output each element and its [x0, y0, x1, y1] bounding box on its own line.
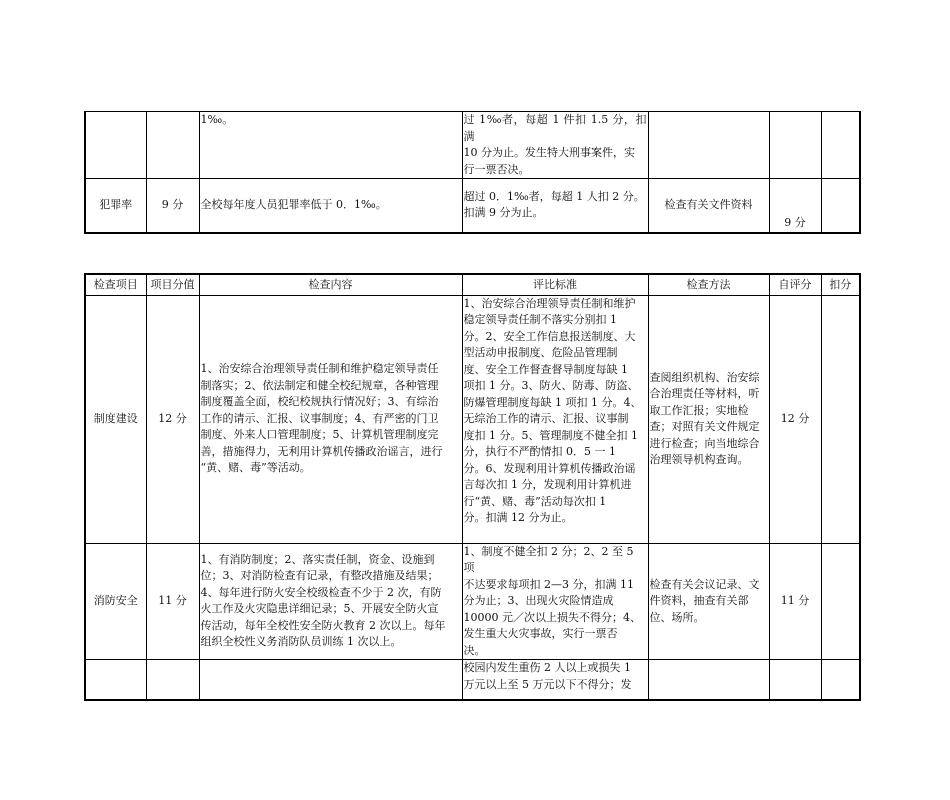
inspection-scoring-table [84, 273, 861, 701]
cell-content: 1‰。 [199, 112, 462, 179]
cell-deduct [821, 543, 860, 660]
header-self-score: 自评分 [769, 274, 821, 295]
cell-self-score: 11 分 [769, 543, 821, 660]
table-row [85, 179, 860, 233]
cell-method [648, 660, 769, 700]
cell-content: 1、有消防制度；2、落实责任制，资金、设施到 位；3、对消防检查有记录，有整改措施及结果； 4、每年进行防火安全校级检查不少于 2 次，有防 火工作及火灾隐患详细记录；5、开展安全防火宣 传活动，每年全校性安全防火教育 2 次以上。每年 组织全校性义务消防队员训练 1 次以上。 [199, 543, 462, 660]
header-item: 检查项目 [85, 274, 146, 295]
cell-item: 犯罪率 [85, 179, 146, 233]
cell-standard: 1、治安综合治理领导责任制和维护 稳定领导责任制不落实分别扣 1 分。2、安全工作信息报送制度、大 型活动申报制度、危险品管理制 度、安全工作督查督导制度每缺 1 项扣 1 分。3、防火、防毒、防盗、 防爆管理制度每缺 1 项扣 1 分。4、 无综治工作的请示、汇报、议事制 度扣 1 分。5、管理制度不健全扣 1 分，执行不严酌情扣 0．5 一 1 分。6、发现利用计算机传播政治谣 言每次扣 1 分，发现利用计算机进 行“黄、赌、毒”活动每次扣 1 分。扣满 12 分为止。 [462, 295, 648, 543]
cell-self-score: 9 分 [769, 179, 821, 233]
cell-self-score [769, 112, 821, 179]
cell-item [85, 112, 146, 179]
cell-standard: 过 1‰者，每超 1 件扣 1.5 分，扣满 10 分为止。发生特大刑事案件，实 行一票否决。 [462, 112, 648, 179]
cell-content: 1、治安综合治理领导责任制和维护稳定领导责任 制落实；2、依法制定和健全校纪规章，各种管理 制度覆盖全面，校纪校规执行情况好；3、有综治 工作的请示、汇报、议事制度；4、有严密的门卫 制度、外来人口管理制度；5、计算机管理制度完 善，措施得力，无利用计算机传播政治谣言，进行 “黄、赌、毒”等活动。 [199, 295, 462, 543]
cell-self-score: 12 分 [769, 295, 821, 543]
cell-item: 消防安全 [85, 543, 146, 660]
cell-standard: 超过 0．1‰者，每超 1 人扣 2 分。 扣满 9 分为止。 [462, 179, 648, 233]
cell-method: 检查有关会议记录、文 件资料，抽查有关部 位、场所。 [648, 543, 769, 660]
header-method: 检查方法 [648, 274, 769, 295]
cell-method: 检查有关文件资料 [648, 179, 769, 233]
cell-deduct [821, 660, 860, 700]
cell-content [199, 660, 462, 700]
cell-standard: 校园内发生重伤 2 人以上或损失 1 万元以上至 5 万元以下不得分；发 [462, 660, 648, 700]
table-row [85, 660, 860, 700]
cell-score: 12 分 [146, 295, 199, 543]
cell-standard: 1、制度不健全扣 2 分；2、2 至 5 项 不达要求每项扣 2—3 分，扣满 11 分为止；3、出现火灾险情造成 10000 元／次以上损失不得分；4、 发生重大火灾事故，实行一票否 决。 [462, 543, 648, 660]
cell-item: 制度建设 [85, 295, 146, 543]
cell-deduct [821, 295, 860, 543]
cell-self-score [769, 660, 821, 700]
table-header-row [85, 274, 860, 295]
table-row [85, 112, 860, 179]
header-standard: 评比标准 [462, 274, 648, 295]
header-score: 项目分值 [146, 274, 199, 295]
cell-deduct [821, 179, 860, 233]
cell-content: 全校每年度人员犯罪率低于 0．1‰。 [199, 179, 462, 233]
cell-method: 查阅组织机构、治安综 合治理责任等材料，听 取工作汇报；实地检 查；对照有关文件规定 进行检查；向当地综合 治理领导机构查询。 [648, 295, 769, 543]
header-content: 检查内容 [199, 274, 462, 295]
cell-deduct [821, 112, 860, 179]
cell-method [648, 112, 769, 179]
cell-score [146, 112, 199, 179]
cell-score [146, 660, 199, 700]
cell-score: 9 分 [146, 179, 199, 233]
cell-score: 11 分 [146, 543, 199, 660]
table-row [85, 543, 860, 660]
table-row [85, 295, 860, 543]
scoring-table-continued [84, 111, 861, 234]
cell-item [85, 660, 146, 700]
header-deduct: 扣分 [821, 274, 860, 295]
